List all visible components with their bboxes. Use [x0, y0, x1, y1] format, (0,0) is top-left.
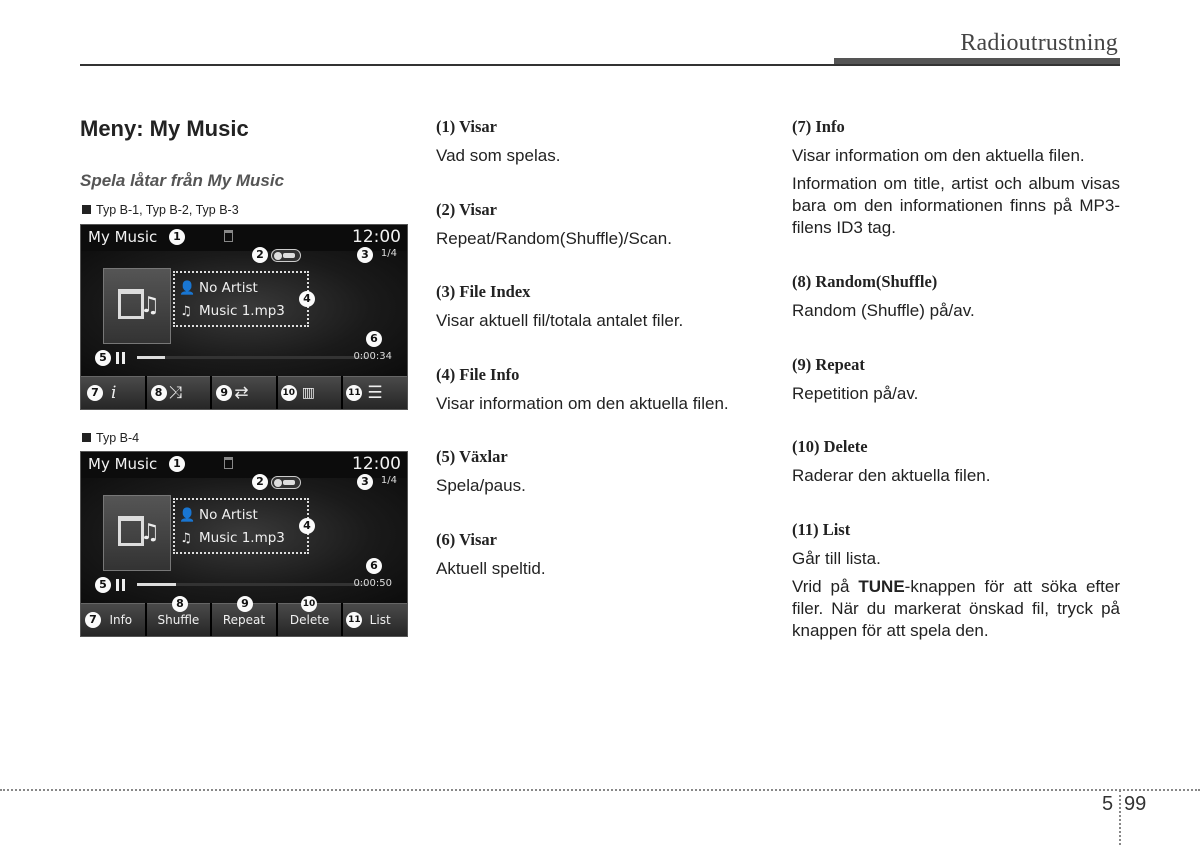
screen-figure-1: [80, 224, 408, 410]
tune-knob-label: TUNE: [858, 577, 905, 596]
item-text: Visar aktuell fil/totala antalet filer.: [436, 311, 684, 330]
screen-title: My Music: [88, 228, 158, 246]
chapter-number: 5: [1102, 793, 1114, 815]
repeat-key-label: Repeat: [222, 613, 266, 627]
item-heading: (8) Random(Shuffle): [792, 272, 938, 291]
artist-name: No Artist: [199, 507, 258, 523]
file-index: 1/4: [380, 248, 397, 259]
note-pre: Vrid på: [792, 577, 859, 596]
file-name: Music 1.mp3: [199, 303, 285, 319]
item-text: Aktuell speltid.: [436, 559, 546, 578]
item-heading: (3) File Index: [436, 282, 531, 301]
item-text: Repeat/Random(Shuffle)/Scan.: [436, 229, 672, 248]
music-note-icon: ♫: [140, 293, 160, 318]
file-info-box: [173, 498, 309, 554]
footer-rule: [0, 789, 1200, 791]
type-label-1: [82, 203, 239, 217]
marker-11: 11: [346, 612, 362, 628]
footer-divider: [1119, 790, 1121, 845]
marker-4: 4: [299, 518, 315, 534]
marker-9: 9: [216, 385, 232, 401]
item-text: Raderar den aktuella filen.: [792, 466, 991, 485]
item-heading: (11) List: [792, 520, 851, 539]
marker-10: 10: [301, 596, 317, 612]
bullet-square-icon: [82, 205, 91, 214]
item-text: Visar information om den aktuella filen.: [436, 394, 729, 413]
trash-indicator-icon: [224, 230, 233, 242]
file-info-box: [173, 271, 309, 327]
item-5: [436, 448, 526, 497]
pause-icon[interactable]: [116, 579, 125, 591]
progress-fill: [137, 356, 165, 359]
progress-fill: [137, 583, 176, 586]
progress-bar: [137, 583, 367, 586]
header-rule: [80, 64, 1120, 66]
section-subtitle: Spela låtar från My Music: [80, 171, 285, 190]
item-7: [792, 118, 1120, 239]
play-mode-icon: [271, 249, 301, 262]
type-label-text: Typ B-4: [96, 431, 140, 445]
item-heading: (10) Delete: [792, 437, 868, 456]
marker-5: 5: [95, 577, 111, 593]
file-index: 1/4: [380, 475, 397, 486]
item-9: [792, 356, 918, 405]
type-label-2: [82, 431, 139, 445]
delete-soft-key[interactable]: [278, 376, 342, 409]
repeat-icon: ⇄: [234, 383, 249, 403]
item-8: [792, 273, 975, 322]
list-soft-key[interactable]: [343, 603, 407, 636]
screen-figure-2: [80, 451, 408, 637]
list-icon: ☰: [367, 383, 383, 403]
item-6: [436, 531, 546, 580]
marker-2: 2: [252, 474, 268, 490]
play-time: 0:00:34: [353, 351, 392, 362]
play-time: 0:00:50: [353, 578, 392, 589]
music-note-icon: ♫: [180, 304, 192, 319]
type-label-text: Typ B-1, Typ B-2, Typ B-3: [96, 203, 239, 217]
marker-5: 5: [95, 350, 111, 366]
bullet-square-icon: [82, 433, 91, 442]
marker-1: 1: [169, 456, 185, 472]
item-heading: (5) Växlar: [436, 447, 508, 466]
item-text: Går till lista.: [792, 549, 881, 568]
item-heading: (6) Visar: [436, 530, 497, 549]
soft-key-bar: [81, 376, 407, 409]
item-heading: (7) Info: [792, 117, 845, 136]
person-icon: 👤: [179, 508, 196, 523]
marker-6: 6: [366, 331, 382, 347]
item-4: [436, 366, 729, 415]
section-title: Meny: My Music: [80, 116, 249, 141]
artist-name: No Artist: [199, 280, 258, 296]
marker-9: 9: [237, 596, 253, 612]
item-text: Vad som spelas.: [436, 146, 561, 165]
item-10: [792, 438, 990, 487]
item-heading: (9) Repeat: [792, 355, 865, 374]
progress-bar: [137, 356, 367, 359]
pause-icon[interactable]: [116, 352, 125, 364]
artist-row: [179, 280, 258, 296]
marker-11: 11: [346, 385, 362, 401]
item-1: [436, 118, 560, 167]
play-mode-icon: [271, 476, 301, 489]
screen-clock: 12:00: [352, 227, 401, 247]
album-art-icon: [103, 495, 171, 571]
item-heading: (2) Visar: [436, 200, 497, 219]
item-text: Random (Shuffle) på/av.: [792, 301, 975, 320]
item-2: [436, 201, 672, 250]
music-note-icon: ♫: [140, 520, 160, 545]
item-text: Repetition på/av.: [792, 384, 919, 403]
marker-7: 7: [85, 612, 101, 628]
note-post: -knappen för att söka efter filer. När du markerat önskad fil, tryck på knappen för att spela den.: [792, 577, 1120, 640]
marker-7: 7: [87, 385, 103, 401]
file-row: [179, 303, 285, 319]
item-3: [436, 283, 683, 332]
marker-6: 6: [366, 558, 382, 574]
music-note-icon: ♫: [180, 531, 192, 546]
list-soft-key[interactable]: [343, 376, 407, 409]
marker-8: 8: [172, 596, 188, 612]
screen-clock: 12:00: [352, 454, 401, 474]
item-text: Visar information om den aktuella filen.: [792, 146, 1085, 165]
person-icon: 👤: [179, 281, 196, 296]
marker-8: 8: [151, 385, 167, 401]
album-art-icon: [103, 268, 171, 344]
marker-2: 2: [252, 247, 268, 263]
item-note: Information om title, artist och album visas bara om den informationen finns på MP3-filens ID3 tag.: [792, 174, 1120, 237]
marker-3: 3: [357, 474, 373, 490]
file-row: [179, 530, 285, 546]
item-11: [792, 521, 1120, 642]
shuffle-soft-key[interactable]: [147, 376, 211, 409]
delete-key-label: Delete: [289, 613, 330, 627]
shuffle-icon: ⤨: [168, 383, 183, 403]
marker-10: 10: [281, 385, 297, 401]
trash-icon: ▥: [301, 385, 316, 401]
shuffle-key-label: Shuffle: [157, 613, 200, 627]
page-number: 99: [1124, 793, 1147, 815]
repeat-soft-key[interactable]: [212, 376, 276, 409]
info-soft-key[interactable]: [81, 603, 145, 636]
file-name: Music 1.mp3: [199, 530, 285, 546]
item-heading: (4) File Info: [436, 365, 520, 384]
info-soft-key[interactable]: [81, 376, 145, 409]
trash-indicator-icon: [224, 457, 233, 469]
marker-4: 4: [299, 291, 315, 307]
marker-1: 1: [169, 229, 185, 245]
item-note: [792, 576, 1120, 642]
info-icon: i: [111, 383, 117, 403]
info-key-label: Info: [109, 613, 133, 627]
item-text: Spela/paus.: [436, 476, 526, 495]
marker-3: 3: [357, 247, 373, 263]
chapter-title: Radioutrustning: [960, 30, 1118, 56]
artist-row: [179, 507, 258, 523]
list-key-label: List: [369, 613, 391, 627]
screen-title: My Music: [88, 455, 158, 473]
item-heading: (1) Visar: [436, 117, 497, 136]
